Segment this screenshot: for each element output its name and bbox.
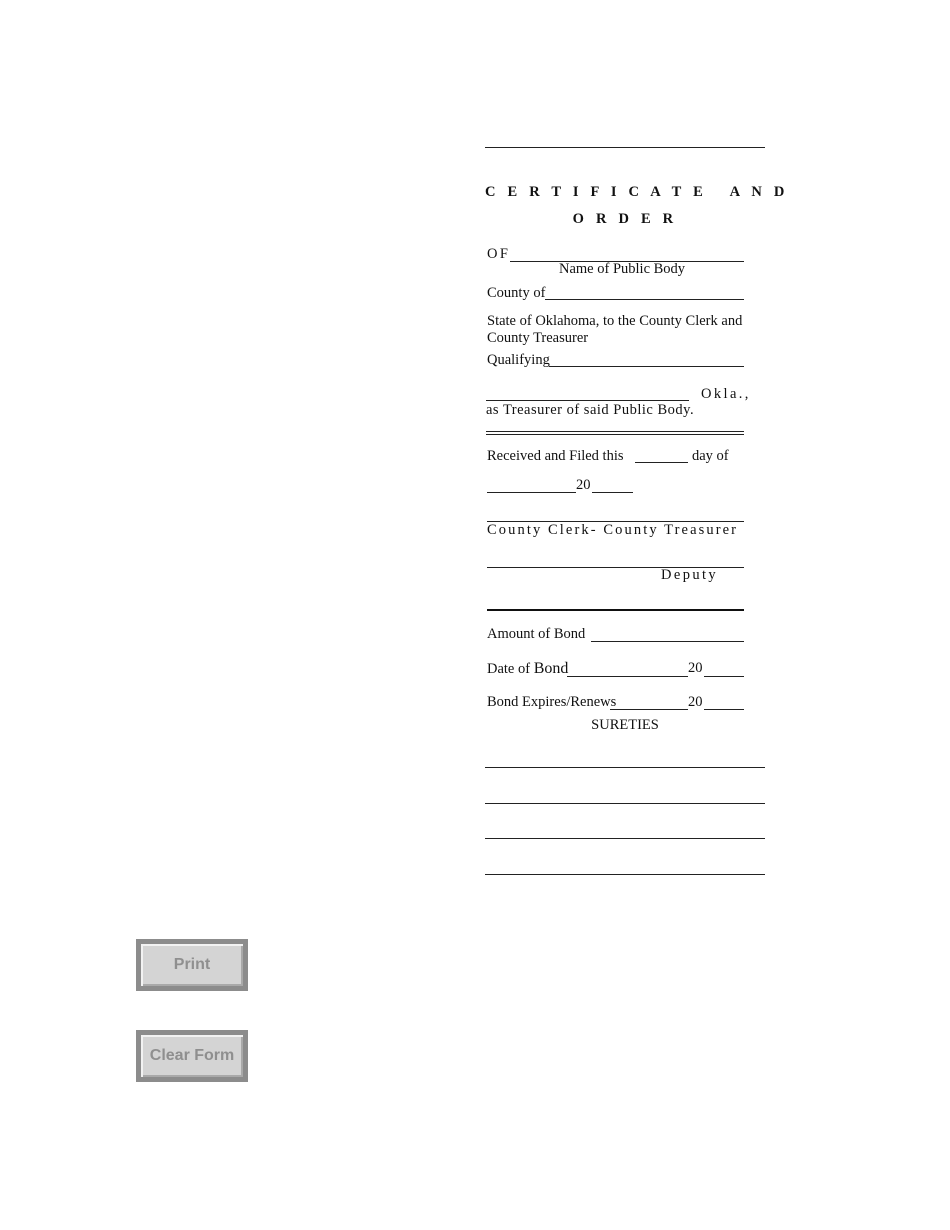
- surety-line-1[interactable]: [485, 767, 765, 768]
- okla-location-field[interactable]: [486, 400, 689, 401]
- top-rule: [485, 147, 765, 148]
- bond-expires-year-prefix: 20: [688, 694, 703, 710]
- amount-of-bond-field[interactable]: [591, 641, 744, 642]
- bond-expires-label: Bond Expires/Renews: [487, 694, 617, 710]
- state-text-line-1: State of Oklahoma, to the County Clerk and: [487, 313, 743, 329]
- clear-form-button[interactable]: Clear Form: [136, 1030, 248, 1082]
- bond-expires-year-field[interactable]: [704, 709, 744, 710]
- of-label: OF: [487, 246, 511, 262]
- received-day-field[interactable]: [635, 462, 688, 463]
- date-of-label-text: Date of: [487, 661, 531, 677]
- qualifying-field[interactable]: [549, 366, 744, 367]
- county-label: County of: [487, 285, 546, 301]
- sureties-heading: SURETIES: [591, 717, 659, 733]
- title-line-2: O R D E R: [572, 211, 678, 227]
- thick-separator: [487, 609, 744, 611]
- date-of-bond-year-field[interactable]: [704, 676, 744, 677]
- county-clerk-label: County Clerk- County Treasurer: [487, 522, 739, 538]
- deputy-label: Deputy: [661, 567, 719, 583]
- surety-line-4[interactable]: [485, 874, 765, 875]
- treasurer-text: as Treasurer of said Public Body.: [486, 402, 695, 418]
- surety-line-2[interactable]: [485, 803, 765, 804]
- okla-label: Okla.,: [701, 386, 751, 402]
- name-of-public-body-caption: Name of Public Body: [559, 261, 686, 277]
- received-month-field[interactable]: [487, 492, 576, 493]
- print-button[interactable]: Print: [136, 939, 248, 991]
- title-line-1: C E R T I F I C A T E A N D: [485, 184, 789, 200]
- qualifying-label: Qualifying: [487, 352, 550, 368]
- bond-expires-field[interactable]: [610, 709, 688, 710]
- state-text-line-2: County Treasurer: [487, 330, 589, 346]
- surety-line-3[interactable]: [485, 838, 765, 839]
- date-of-bond-label: [487, 660, 568, 678]
- double-rule-b: [486, 434, 744, 435]
- received-label: Received and Filed this: [487, 448, 624, 464]
- received-year-prefix: 20: [576, 477, 591, 493]
- date-of-bond-field[interactable]: [567, 676, 688, 677]
- county-field[interactable]: [545, 299, 744, 300]
- amount-of-bond-label: Amount of Bond: [487, 626, 586, 642]
- date-of-bond-year-prefix: 20: [688, 660, 703, 676]
- day-of-label: day of: [692, 448, 729, 464]
- double-rule-a: [486, 431, 744, 432]
- bond-label-text: Bond: [533, 660, 569, 677]
- received-year-field[interactable]: [592, 492, 633, 493]
